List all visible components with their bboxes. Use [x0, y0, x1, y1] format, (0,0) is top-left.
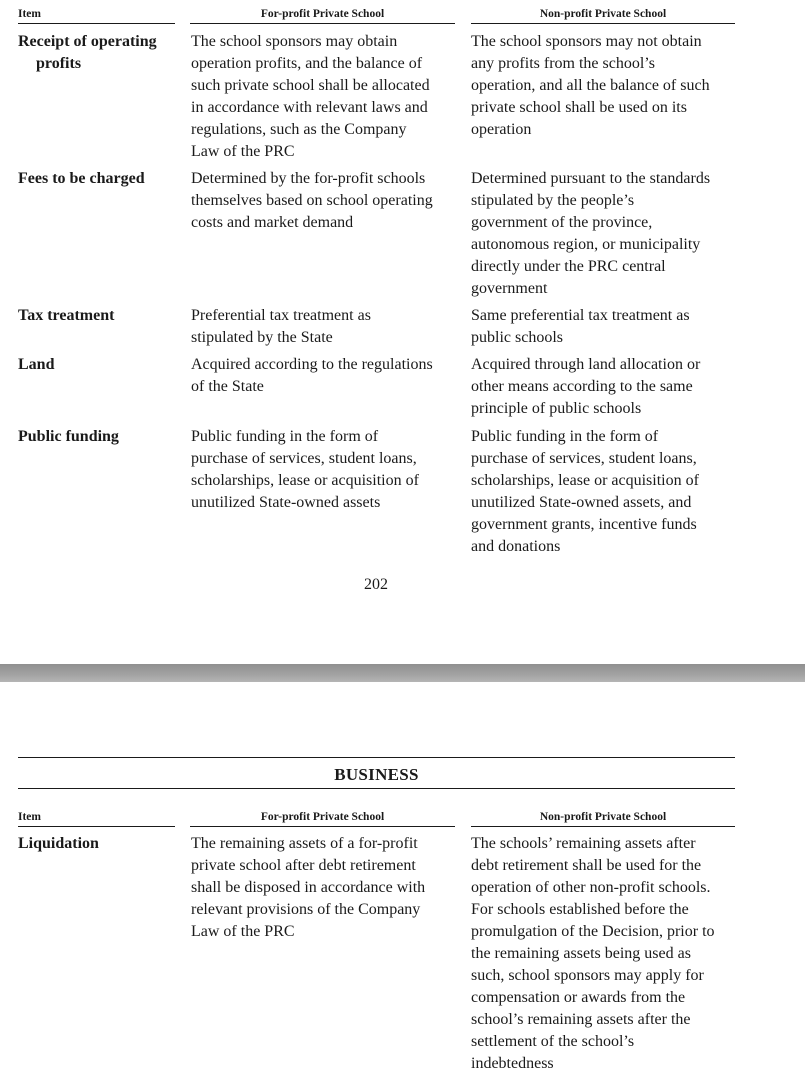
- cell-land-non-profit: Acquired through land allocation or other means according to the same principle of public schools: [471, 356, 701, 417]
- row-label-tax-treatment: Tax treatment: [18, 307, 115, 324]
- cell-land-for-profit: Acquired according to the regulations of the State: [191, 356, 433, 395]
- header-underline-non-profit: [471, 23, 735, 24]
- cell-liquidation-for-profit: The remaining assets of a for-profit private school after debt retirement shall be disposed in accordance with relevant provisions of the Company Law of the PRC: [191, 835, 426, 940]
- row-label-fees-to-be-charged: Fees to be charged: [18, 170, 145, 187]
- section-title: BUSINESS: [334, 765, 419, 784]
- page-number: 202: [364, 576, 388, 593]
- cell-receipt-for-profit: The school sponsors may obtain operation profits, and the balance of such private school shall be allocated in accordance with relevant laws and regulations, such as the Company Law of the PRC: [191, 33, 430, 160]
- row-label-liquidation: Liquidation: [18, 835, 99, 852]
- column-header-item: Item: [18, 811, 41, 823]
- header-underline-for-profit: [190, 23, 455, 24]
- page-separator: [0, 664, 805, 682]
- section-bottom-rule: [18, 788, 735, 789]
- cell-funding-non-profit: Public funding in the form of purchase of services, student loans, scholarships, lease or acquisition of unutilized State-owned assets, and government grants, incentive funds and donations: [471, 428, 699, 555]
- header-underline-for-profit: [190, 826, 455, 827]
- header-underline-non-profit: [471, 826, 735, 827]
- section-top-rule: [18, 757, 735, 758]
- cell-liquidation-non-profit: The schools’ remaining assets after debt retirement shall be used for the operation of other non-profit schools. For schools established before the promulgation of the Decision, prior to the remaining assets being used as such, school sponsors may apply for compensation or awards from the school’s remaining assets after the settlement of the school’s indebtedness: [471, 835, 715, 1072]
- column-header-for-profit: For-profit Private School: [260, 8, 385, 20]
- cell-receipt-non-profit: The school sponsors may not obtain any profits from the school’s operation, and all the balance of such private school shall be used on its operation: [471, 33, 710, 138]
- header-underline-item: [18, 23, 175, 24]
- header-underline-item: [18, 826, 175, 827]
- cell-tax-non-profit: Same preferential tax treatment as public schools: [471, 307, 690, 346]
- column-header-non-profit: Non-profit Private School: [539, 8, 667, 20]
- column-header-for-profit: For-profit Private School: [260, 811, 385, 823]
- column-header-item: Item: [18, 8, 41, 20]
- cell-tax-for-profit: Preferential tax treatment as stipulated by the State: [191, 307, 371, 346]
- column-header-non-profit: Non-profit Private School: [539, 811, 667, 823]
- cell-fees-non-profit: Determined pursuant to the standards stipulated by the people’s government of the province, autonomous region, or municipality directly under the PRC central government: [471, 170, 711, 297]
- cell-fees-for-profit: Determined by the for-profit schools themselves based on school operating costs and market demand: [191, 170, 433, 231]
- document-page-next: [0, 682, 805, 1076]
- row-label-land: Land: [18, 356, 55, 373]
- row-label-receipt-of-operating-profits: Receipt of operating profits: [18, 33, 157, 72]
- cell-funding-for-profit: Public funding in the form of purchase of services, student loans, scholarships, lease or acquisition of unutilized State-owned assets: [191, 428, 419, 511]
- row-label-public-funding: Public funding: [18, 428, 119, 445]
